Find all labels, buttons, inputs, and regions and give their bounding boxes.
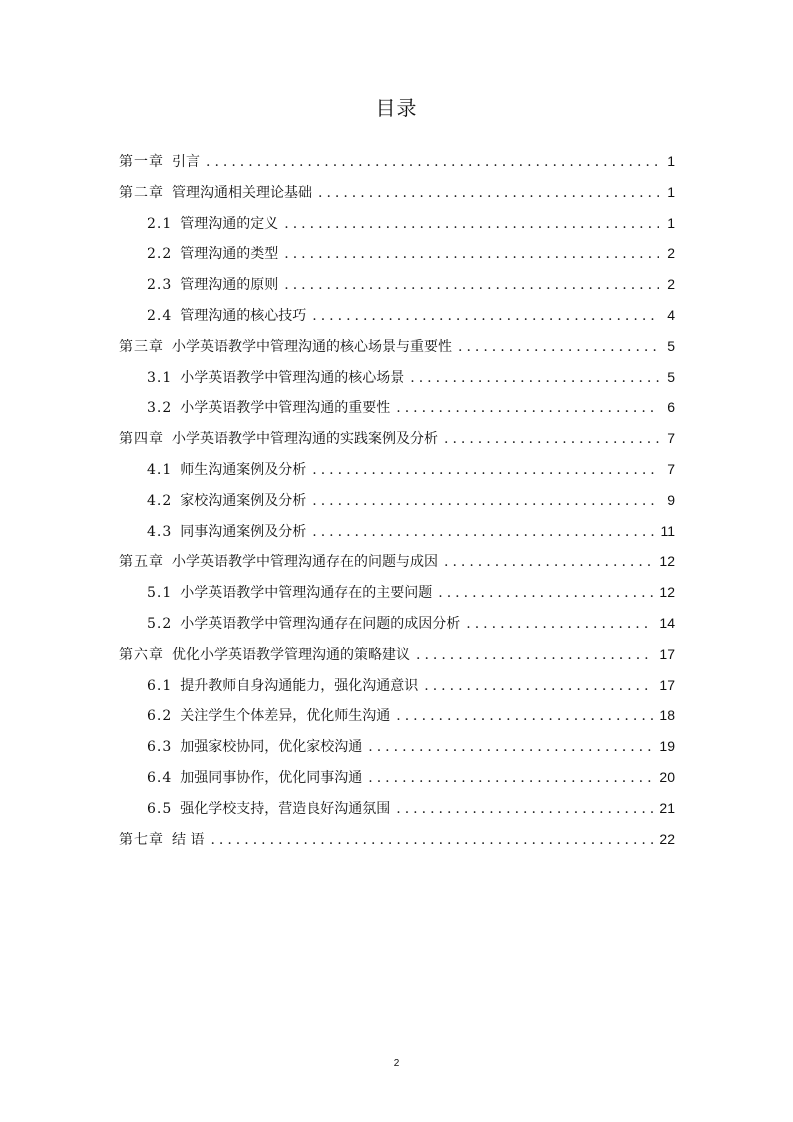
toc-entry-text: 优化小学英语教学管理沟通的策略建议 [172,646,410,663]
toc-entry-number: 5.1 [147,585,173,602]
toc-dot-leader [368,763,653,794]
toc-section-entry[interactable] [119,269,675,300]
toc-entry-label [147,393,390,424]
toc-entry-text: 提升教师自身沟通能力，强化沟通意识 [180,677,419,694]
toc-entry-text: 小学英语教学中管理沟通存在的问题与成因 [172,554,438,571]
toc-entry-text: 强化学校支持，营造良好沟通氛围 [180,800,391,817]
toc-dot-leader [206,147,659,178]
table-of-contents [119,146,675,854]
toc-entry-number: 5.2 [147,615,173,632]
toc-entry-text: 管理沟通的定义 [180,215,279,232]
toc-entry-text: 同事沟通案例及分析 [180,523,307,540]
toc-entry-number: 2.4 [147,307,173,324]
toc-entry-label [119,640,410,671]
toc-dot-leader [284,239,659,270]
toc-entry-label [147,209,278,240]
toc-entry-page: 17 [659,676,675,693]
toc-entry-page: 2 [667,245,675,262]
toc-entry-page: 20 [659,768,675,785]
toc-section-entry[interactable] [119,300,675,331]
toc-chapter-entry[interactable] [119,146,675,177]
toc-entry-text: 管理沟通的类型 [180,246,279,263]
toc-chapter-entry[interactable] [119,177,675,208]
toc-entry-page: 7 [667,460,675,477]
toc-dot-leader [438,578,653,609]
toc-entry-number: 2.2 [147,246,173,263]
toc-entry-label [119,332,452,363]
toc-entry-number: 第五章 [119,554,164,571]
toc-entry-number: 4.2 [147,492,173,509]
toc-section-entry[interactable] [119,392,675,423]
toc-entry-number: 3.2 [147,400,173,417]
toc-entry-number: 第二章 [119,184,164,201]
toc-entry-text: 加强家校协同，优化家校沟通 [180,739,363,756]
toc-entry-label [147,578,432,609]
toc-entry-label [147,609,460,640]
toc-entry-text: 小学英语教学中管理沟通存在问题的成因分析 [180,615,461,632]
toc-entry-page: 5 [667,337,675,354]
toc-section-entry[interactable] [119,362,675,393]
toc-entry-text: 管理沟通相关理论基础 [172,184,312,201]
toc-section-entry[interactable] [119,700,675,731]
toc-dot-leader [318,178,659,209]
toc-entry-number: 第三章 [119,338,164,355]
toc-dot-leader [396,393,659,424]
toc-entry-page: 1 [667,183,675,200]
toc-entry-label [147,363,404,394]
toc-entry-page: 7 [667,430,675,447]
toc-section-entry[interactable] [119,238,675,269]
toc-entry-label [147,701,390,732]
toc-chapter-entry[interactable] [119,546,675,577]
toc-entry-label [147,671,418,702]
toc-entry-label [119,424,438,455]
toc-dot-leader [410,363,659,394]
toc-entry-text: 小学英语教学中管理沟通的核心场景与重要性 [172,338,452,355]
toc-entry-page: 6 [667,399,675,416]
toc-dot-leader [312,455,659,486]
toc-chapter-entry[interactable] [119,331,675,362]
toc-entry-page: 17 [659,645,675,662]
toc-entry-page: 19 [659,738,675,755]
toc-entry-text: 引言 [172,154,200,170]
toc-entry-number: 4.1 [147,461,173,478]
toc-entry-label [119,178,312,209]
toc-title: 目录 [375,96,418,120]
toc-dot-leader [444,547,653,578]
toc-section-entry[interactable] [119,485,675,516]
toc-entry-page: 2 [667,276,675,293]
toc-chapter-entry[interactable] [119,639,675,670]
toc-entry-page: 18 [659,707,675,724]
toc-section-entry[interactable] [119,577,675,608]
toc-entry-number: 6.1 [147,677,173,694]
toc-entry-label [147,239,278,270]
toc-section-entry[interactable] [119,516,675,547]
toc-section-entry[interactable] [119,608,675,639]
toc-entry-text: 加强同事协作，优化同事沟通 [180,769,363,786]
toc-entry-label [147,455,306,486]
toc-entry-page: 5 [667,368,675,385]
toc-entry-number: 6.2 [147,708,173,725]
toc-entry-number: 2.3 [147,277,173,294]
toc-entry-page: 9 [667,491,675,508]
toc-entry-label [119,547,438,578]
toc-dot-leader [416,640,653,671]
toc-entry-number: 第七章 [119,831,164,848]
toc-dot-leader [312,301,659,332]
toc-entry-text: 小学英语教学中管理沟通的重要性 [180,400,391,417]
toc-entry-number: 6.3 [147,739,173,756]
toc-entry-label [147,763,362,794]
toc-entry-number: 第一章 [119,154,164,170]
toc-entry-label [119,825,204,856]
toc-dot-leader [312,486,659,517]
page-number: 2 [393,1058,400,1069]
toc-dot-leader [210,825,653,856]
toc-entry-text: 管理沟通的原则 [180,277,279,294]
toc-entry-page: 12 [659,584,675,601]
toc-dot-leader [312,517,654,548]
toc-entry-label [147,486,306,517]
toc-entry-text: 结 语 [172,831,205,848]
toc-dot-leader [396,701,653,732]
toc-entry-page: 4 [667,306,675,323]
toc-entry-text: 小学英语教学中管理沟通存在的主要问题 [180,585,433,602]
toc-section-entry[interactable] [119,793,675,824]
toc-entry-number: 第四章 [119,431,164,448]
toc-entry-text: 家校沟通案例及分析 [180,492,307,509]
toc-entry-text: 小学英语教学中管理沟通的核心场景 [180,369,405,386]
toc-entry-text: 关注学生个体差异，优化师生沟通 [180,708,391,725]
toc-section-entry[interactable] [119,762,675,793]
toc-entry-page: 22 [659,830,675,847]
toc-entry-text: 小学英语教学中管理沟通的实践案例及分析 [172,431,438,448]
toc-dot-leader [284,209,659,240]
toc-entry-number: 2.1 [147,215,173,232]
toc-entry-label [147,301,306,332]
toc-dot-leader [424,671,653,702]
toc-entry-page: 21 [659,799,675,816]
toc-entry-label [147,794,390,825]
toc-entry-label [147,517,306,548]
toc-entry-number: 3.1 [147,369,173,386]
toc-entry-page: 14 [659,614,675,631]
toc-entry-number: 6.5 [147,800,173,817]
toc-chapter-entry[interactable] [119,423,675,454]
toc-entry-number: 4.3 [147,523,173,540]
toc-section-entry[interactable] [119,731,675,762]
toc-entry-number: 第六章 [119,646,164,663]
toc-entry-page: 1 [667,214,675,231]
toc-dot-leader [466,609,653,640]
toc-entry-number: 6.4 [147,769,173,786]
toc-entry-text: 管理沟通的核心技巧 [180,307,307,324]
toc-section-entry[interactable] [119,208,675,239]
toc-dot-leader [458,332,659,363]
toc-entry-label [147,732,362,763]
toc-chapter-entry[interactable] [119,824,675,855]
toc-dot-leader [284,270,659,301]
toc-entry-text: 师生沟通案例及分析 [180,461,307,478]
toc-section-entry[interactable] [119,670,675,701]
toc-dot-leader [396,794,653,825]
toc-entry-label [147,270,278,301]
toc-entry-page: 11 [660,522,675,539]
toc-entry-page: 1 [667,153,675,169]
toc-entry-label [119,147,200,178]
toc-dot-leader [368,732,653,763]
toc-dot-leader [444,424,659,455]
toc-entry-page: 12 [659,553,675,570]
toc-section-entry[interactable] [119,454,675,485]
